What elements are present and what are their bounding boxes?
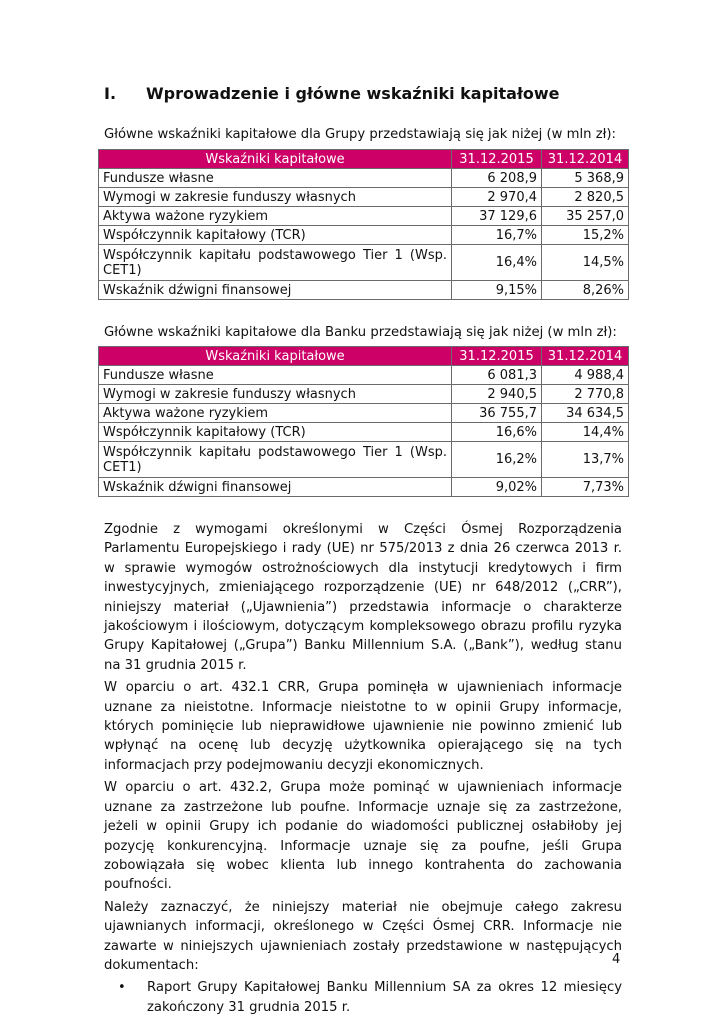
row-label: Współczynnik kapitałowy (TCR) [99, 226, 452, 245]
row-label-line2: CET1) [103, 262, 142, 278]
row-label: Wskaźnik dźwigni finansowej [99, 478, 452, 497]
body-text [104, 520, 622, 1017]
row-label-line1: Współczynnik kapitału podstawowego Tier 1 (Wsp. [103, 247, 447, 263]
paragraph-confidential: W oparciu o art. 432.2, Grupa może pominąć w ujawnieniach informacje uznane za zastrzeżone lub poufne. Informacje uznaje się za zastrzeżone, jeżeli w opinii Grupy ich podanie do wiadomości publicznej osłabiłoby jej pozycję konkurencyjną. Informacje uznaje się za poufne, jeśli Grupa zobowiązała się wobec klienta lub innego kontrahenta do zachowania poufności. [104, 780, 622, 893]
table-row [99, 423, 629, 442]
table-row [99, 169, 629, 188]
value-2014: 15,2% [542, 226, 629, 245]
header-indicators: Wskaźniki kapitałowe [99, 347, 452, 366]
list-item-text: Raport Grupy Kapitałowej Banku Millennium SA za okres 12 miesięcy zakończony 31 grudnia 2015 r. [147, 980, 622, 1015]
table-row [99, 245, 629, 281]
table-row [99, 366, 629, 385]
table-row [99, 281, 629, 300]
value-2015: 16,4% [452, 245, 542, 281]
page-number: 4 [612, 952, 621, 967]
table-row [99, 188, 629, 207]
row-label-line1: Współczynnik kapitału podstawowego Tier 1 (Wsp. [103, 444, 447, 460]
value-2015: 16,6% [452, 423, 542, 442]
value-2015: 2 970,4 [452, 188, 542, 207]
value-2015: 2 940,5 [452, 385, 542, 404]
row-label: Wskaźnik dźwigni finansowej [99, 281, 452, 300]
value-2014: 14,4% [542, 423, 629, 442]
table-row [99, 404, 629, 423]
value-2014: 7,73% [542, 478, 629, 497]
group-table-intro: Główne wskaźniki kapitałowe dla Grupy przedstawiają się jak niżej (w mln zł): [104, 127, 616, 142]
paragraph-crr-intro: Zgodnie z wymogami określonymi w Części Ósmej Rozporządzenia Parlamentu Europejskiego i rady (UE) nr 575/2013 z dnia 26 czerwca 2013 r. w sprawie wymogów ostrożnościowych dla instytucji kredytowych i firm inwestycyjnych, zmieniającego rozporządzenie (UE) nr 648/2012 („CRR”), niniejszy materiał („Ujawnienia”) przedstawia informacje o charakterze jakościowym i ilościowym, dotyczącym kompleksowego obrazu profilu ryzyka Grupy Kapitałowej („Grupa”) Banku Millennium S.A. („Bank”), według stanu na 31 grudnia 2015 r. [104, 522, 622, 673]
value-2015: 16,7% [452, 226, 542, 245]
value-2015: 16,2% [452, 442, 542, 478]
table-header-row [99, 150, 629, 169]
value-2015: 37 129,6 [452, 207, 542, 226]
row-label: Aktywa ważone ryzykiem [99, 207, 452, 226]
bank-capital-table [98, 346, 629, 497]
value-2015: 6 208,9 [452, 169, 542, 188]
bullet-icon: • [118, 980, 126, 996]
value-2014: 4 988,4 [542, 366, 629, 385]
list-item [104, 978, 622, 1017]
section-title: Wprowadzenie i główne wskaźniki kapitałowe [146, 84, 560, 103]
header-2015: 31.12.2015 [452, 347, 542, 366]
row-label: Aktywa ważone ryzykiem [99, 404, 452, 423]
header-indicators: Wskaźniki kapitałowe [99, 150, 452, 169]
table-row [99, 226, 629, 245]
row-label: Wymogi w zakresie funduszy własnych [99, 385, 452, 404]
value-2014: 14,5% [542, 245, 629, 281]
table-row [99, 385, 629, 404]
row-label: Fundusze własne [99, 169, 452, 188]
bank-table-intro: Główne wskaźniki kapitałowe dla Banku przedstawiają się jak niżej (w mln zł): [104, 325, 617, 340]
value-2014: 5 368,9 [542, 169, 629, 188]
table-row [99, 442, 629, 478]
value-2014: 2 820,5 [542, 188, 629, 207]
value-2014: 2 770,8 [542, 385, 629, 404]
header-2014: 31.12.2014 [542, 150, 629, 169]
value-2015: 36 755,7 [452, 404, 542, 423]
value-2014: 13,7% [542, 442, 629, 478]
section-number: I. [104, 84, 117, 103]
header-2015: 31.12.2015 [452, 150, 542, 169]
table-header-row [99, 347, 629, 366]
value-2014: 8,26% [542, 281, 629, 300]
row-label: Wymogi w zakresie funduszy własnych [99, 188, 452, 207]
section-heading [104, 84, 560, 103]
table-row [99, 207, 629, 226]
value-2015: 9,02% [452, 478, 542, 497]
row-label-line2: CET1) [103, 459, 142, 475]
row-label [99, 245, 452, 281]
value-2015: 9,15% [452, 281, 542, 300]
header-2014: 31.12.2014 [542, 347, 629, 366]
value-2015: 6 081,3 [452, 366, 542, 385]
value-2014: 35 257,0 [542, 207, 629, 226]
row-label: Fundusze własne [99, 366, 452, 385]
document-list [104, 978, 622, 1017]
row-label [99, 442, 452, 478]
paragraph-scope: Należy zaznaczyć, że niniejszy materiał nie obejmuje całego zakresu ujawnianych informacji, określonego w Części Ósmej CRR. Informacje nie zawarte w niniejszych ujawnieniach zostały przedstawione w następujących dokumentach: [104, 899, 622, 973]
row-label: Współczynnik kapitałowy (TCR) [99, 423, 452, 442]
table-row [99, 478, 629, 497]
value-2014: 34 634,5 [542, 404, 629, 423]
group-capital-table [98, 149, 629, 300]
paragraph-immaterial: W oparciu o art. 432.1 CRR, Grupa pominęła w ujawnieniach informacje uznane za nieistotne. Informacje nieistotne to w opinii Grupy informacje, których pominięcie lub nieprawidłowe ujawnienie nie powinno zmienić lub wpłynąć na ocenę lub decyzję użytkownika opierającego się na tych informacjach przy podejmowaniu decyzji ekonomicznych. [104, 680, 622, 773]
